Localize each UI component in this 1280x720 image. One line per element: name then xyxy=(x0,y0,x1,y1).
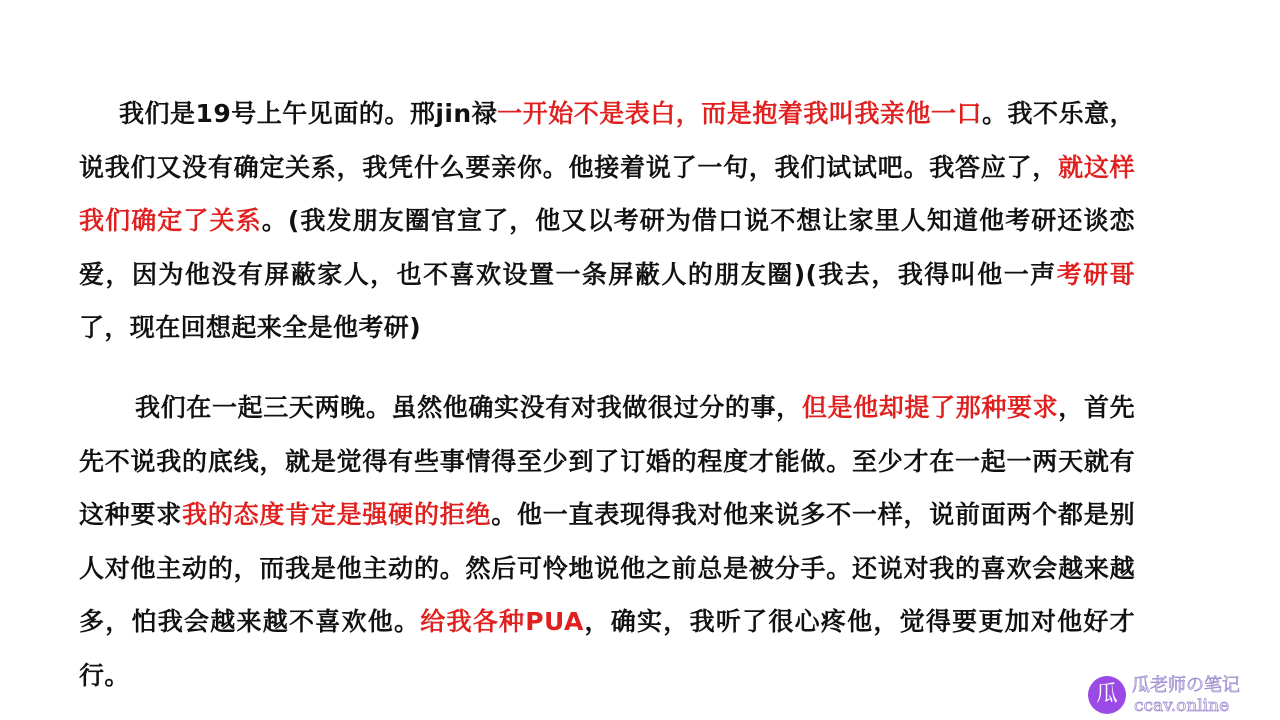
paragraph-1-highlight: 考研哥 xyxy=(1056,259,1135,289)
paragraph-1-segment: 。我不乐意，说我们又没有确定关系，我凭什么要亲你。他接着说了一句，我们试试吧。我答应了， xyxy=(79,99,1136,182)
watermark-url: ccav.online xyxy=(1134,696,1230,716)
paragraph-2 xyxy=(79,381,1135,702)
paragraph-1-segment: 了，现在回想起来全是他考研) xyxy=(79,313,422,342)
paragraph-2-highlight: 但是他却提了那种要求 xyxy=(801,393,1059,422)
watermark-logo-icon: 瓜 xyxy=(1088,676,1126,714)
paragraph-1-segment: 。(我发朋友圈官宣了，他又以考研为借口说不想让家里人知道他考研还谈恋爱，因为他没有屏蔽家人，也不喜欢设置一条屏蔽人的朋友圈)(我去，我得叫他一声 xyxy=(79,206,1135,289)
paragraph-2-segment: 。他一直表现得我对他来说多不一样，说前面两个都是别人对他主动的，而我是他主动的。然后可怜地说他之前总是被分手。还说对我的喜欢会越来越多，怕我会越来越不喜欢他。 xyxy=(79,500,1135,636)
watermark-title: 瓜老师の笔记 xyxy=(1132,675,1240,696)
paragraph-2-highlight: 我的态度肯定是强硬的拒绝 xyxy=(182,500,492,529)
paragraph-1-segment: 我们是19号上午见面的。邢jin禄 xyxy=(119,99,498,128)
paragraph-2-segment: ，确实，我听了很心疼他，觉得要更加对他好才行。 xyxy=(79,607,1135,690)
paragraph-1-highlight: 一开始不是表白，而是抱着我叫我亲他一口 xyxy=(497,99,983,128)
paragraph-2-segment: 我们在一起三天两晚。虽然他确实没有对我做很过分的事， xyxy=(135,393,802,422)
paragraph-1 xyxy=(79,87,1135,355)
watermark xyxy=(1088,676,1274,718)
paragraph-2-segment: ，首先先不说我的底线，就是觉得有些事情得至少到了订婚的程度才能做。至少才在一起一两天就有这种要求 xyxy=(79,393,1135,529)
paragraph-1-highlight: 就这样我们确定了关系 xyxy=(79,152,1135,235)
paragraph-2-highlight: 给我各种PUA xyxy=(420,607,584,636)
